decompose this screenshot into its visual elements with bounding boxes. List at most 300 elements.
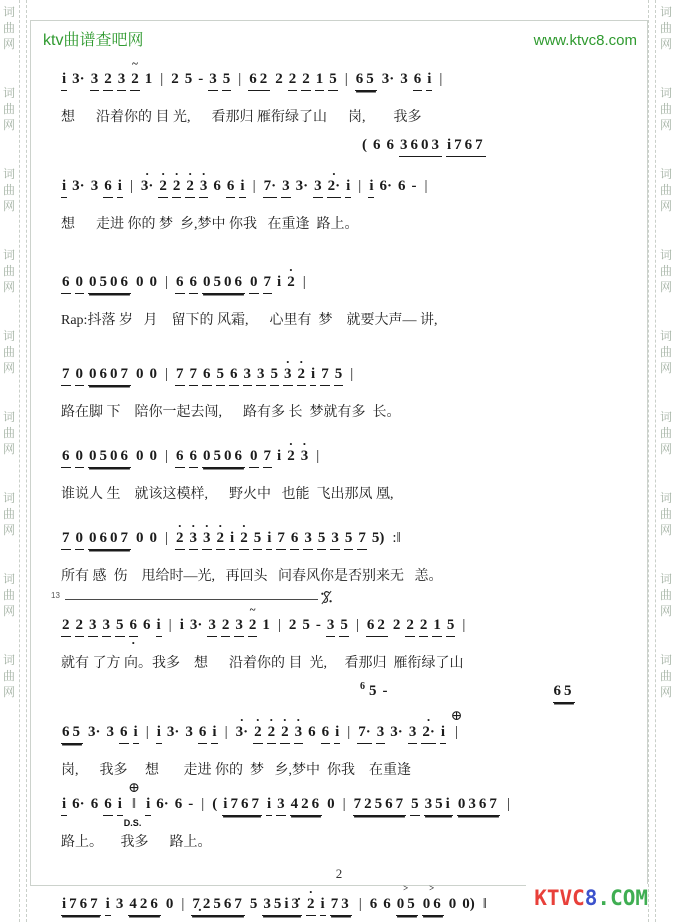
barline: | xyxy=(238,71,242,87)
note: 0 xyxy=(136,530,144,546)
note: 3 xyxy=(102,617,112,637)
margin-char: 词 xyxy=(659,410,672,424)
note: 65 xyxy=(61,724,83,744)
barline: | xyxy=(201,796,205,812)
note: i xyxy=(145,796,151,816)
note: - xyxy=(411,178,417,194)
note: 3 xyxy=(376,724,386,744)
note: 0506 xyxy=(202,448,245,468)
margin-gap xyxy=(1,538,17,571)
content-box xyxy=(30,20,648,912)
margin-char: 词 xyxy=(2,491,15,505)
note: 2 xyxy=(288,617,297,633)
barline: | xyxy=(462,617,466,633)
note: 2 · xyxy=(185,178,195,198)
note: 7 xyxy=(61,366,71,386)
note: 05 > xyxy=(396,896,418,916)
note: 6 xyxy=(143,617,151,633)
note: i xyxy=(61,178,67,198)
note: 3 xyxy=(326,617,336,637)
note: 3 · xyxy=(189,530,199,550)
note: 7 xyxy=(175,366,185,386)
note: 65 xyxy=(355,71,377,91)
barline: | xyxy=(424,178,428,194)
margin-char: 网 xyxy=(659,523,672,537)
margin-char: 词 xyxy=(659,5,672,19)
barline: | xyxy=(168,617,172,633)
lyric-row: 想 沿着你的 目 光, 看那归 雁衔绿了山 岗, 我多 xyxy=(61,110,422,125)
margin-gap xyxy=(658,457,674,490)
octave-dot-above: · xyxy=(144,166,150,181)
accent-mark: > xyxy=(403,883,415,893)
note: 3· xyxy=(295,178,309,194)
lyric-row: 路在脚 下 陪你一起去闯, 路有多 长 梦就有多 长。 xyxy=(61,405,401,420)
margin-char: 网 xyxy=(2,442,15,456)
note: 6 xyxy=(383,896,391,912)
note: 2 xyxy=(171,71,179,87)
margin-gap xyxy=(1,214,17,247)
note: 0607 xyxy=(88,366,131,386)
note: 6 xyxy=(175,274,185,294)
octave-dot-above: · xyxy=(308,884,313,899)
margin-char: 词 xyxy=(2,329,15,343)
note: i xyxy=(334,724,340,744)
left-margin-rail xyxy=(0,0,30,922)
margin-char: 曲 xyxy=(659,507,672,521)
note: - xyxy=(382,683,388,699)
barline: | xyxy=(252,178,256,194)
note: 2 xyxy=(103,71,113,91)
note: 3 · xyxy=(300,436,309,464)
note: 1 xyxy=(262,617,270,633)
note: 5 xyxy=(317,530,327,550)
note: 62 xyxy=(248,71,270,91)
note: 2· · xyxy=(421,724,436,744)
note: 7 xyxy=(276,530,286,550)
note: 3· xyxy=(72,71,85,87)
note: 0506 xyxy=(88,274,131,294)
barline: | xyxy=(181,896,185,912)
note: i xyxy=(105,896,111,916)
note: 7· xyxy=(263,178,278,198)
notation-row xyxy=(59,672,635,713)
note: 6 xyxy=(119,724,129,744)
note: 6 xyxy=(202,366,212,386)
note: 72567 xyxy=(353,796,407,816)
note: i xyxy=(440,724,446,744)
margin-char: 网 xyxy=(659,280,672,294)
coda-barline: | ⊕ xyxy=(450,709,463,740)
margin-gap xyxy=(658,214,674,247)
page-header xyxy=(31,21,647,50)
margin-char: 网 xyxy=(2,280,15,294)
margin-char: 词 xyxy=(2,248,15,262)
note: 6 xyxy=(386,137,394,153)
left-dashed-line-1 xyxy=(19,0,20,922)
mordent-mark: ~ xyxy=(132,58,138,70)
margin-char: 词 xyxy=(2,572,15,586)
barline: | xyxy=(316,448,320,464)
margin-char: 曲 xyxy=(2,21,15,35)
note: 0506 xyxy=(202,274,245,294)
note: 35i3̇ xyxy=(262,896,302,916)
note: 7 xyxy=(189,366,199,386)
note: 6 xyxy=(308,724,316,740)
note: 62 xyxy=(366,617,388,637)
note: 6· xyxy=(72,796,85,812)
note: 6 xyxy=(103,796,113,816)
note: 7 xyxy=(263,448,273,468)
margin-char: 词 xyxy=(2,653,15,667)
note: i xyxy=(61,71,67,91)
note: 6 xyxy=(175,448,185,468)
margin-char: 词 xyxy=(659,248,672,262)
note: 3· xyxy=(88,724,101,740)
note: 2 xyxy=(301,71,311,91)
note: ( xyxy=(212,796,218,812)
note: 6 · xyxy=(129,617,137,650)
note: 3 xyxy=(90,71,100,91)
note: 3 xyxy=(400,71,408,87)
octave-dot-above: · xyxy=(201,166,206,181)
note: 7̣2567 xyxy=(191,896,245,916)
note: 3 xyxy=(281,178,291,198)
barline: | xyxy=(160,71,164,87)
page-number: 2 xyxy=(335,866,343,881)
note: i xyxy=(133,724,139,744)
note: 0 xyxy=(136,366,144,382)
octave-dot-above: · xyxy=(191,518,196,533)
note: i xyxy=(117,178,123,198)
note: 06 > xyxy=(422,896,444,916)
lyric-row: 岗, 我多 想 走进 你的 梦 乡,梦中 你我 在重逢 xyxy=(61,763,411,778)
note: 6 xyxy=(229,366,239,386)
note: 5 xyxy=(328,71,338,91)
coda-icon: ⊕ xyxy=(128,781,140,796)
note: 3 xyxy=(330,530,340,550)
note: 2 · xyxy=(158,178,168,198)
right-dashed-line-1 xyxy=(648,0,649,922)
note: i xyxy=(156,617,162,637)
note: 6 xyxy=(61,274,71,294)
ds-label: D.S. xyxy=(123,818,142,828)
note: 5 xyxy=(216,366,226,386)
note: 3 xyxy=(408,724,418,744)
margin-char: 曲 xyxy=(2,102,15,116)
margin-gap xyxy=(658,376,674,409)
barline: | xyxy=(129,178,133,194)
barline: | xyxy=(145,724,149,740)
barline: | xyxy=(347,724,351,740)
note: 6· xyxy=(156,796,169,812)
note: 2 xyxy=(392,617,401,633)
note: 0) xyxy=(462,896,475,912)
octave-dot-above: · xyxy=(204,518,209,533)
note: 0 xyxy=(75,274,85,294)
margin-char: 网 xyxy=(659,199,672,213)
score-line xyxy=(59,355,635,421)
margin-gap xyxy=(658,538,674,571)
final-barline: ‖ xyxy=(482,896,487,912)
note: 5 xyxy=(249,896,258,912)
note: 6 xyxy=(398,178,406,194)
note: i767 xyxy=(61,896,101,916)
note: 6 xyxy=(103,178,113,198)
note: 0 xyxy=(136,274,144,290)
lyric-row: 所有 感 伤 甩给时—光, 再回头 问春风你是否别来无 恙。 xyxy=(61,569,443,584)
logo-part: KTVC xyxy=(534,886,585,910)
note: i xyxy=(156,724,162,744)
note: 0367 xyxy=(457,796,500,816)
note: 6 xyxy=(61,448,71,468)
note: 6 xyxy=(189,274,199,294)
note: - xyxy=(315,617,321,633)
note: 3 xyxy=(303,530,313,550)
note: 0 xyxy=(448,896,457,912)
barline: | xyxy=(165,530,169,546)
score xyxy=(31,60,647,922)
margin-char: 曲 xyxy=(2,426,15,440)
octave-dot-above: · xyxy=(331,166,337,181)
note: 3 xyxy=(208,71,218,91)
left-margin-watermark-text xyxy=(1,4,17,733)
margin-char: 网 xyxy=(659,442,672,456)
note: 2 xyxy=(288,71,298,91)
right-margin-rail xyxy=(645,0,675,922)
note: 3 xyxy=(185,724,193,740)
barline: | xyxy=(344,71,348,87)
note: 2 · xyxy=(287,436,295,464)
margin-char: 词 xyxy=(2,167,15,181)
repeat-barline: :‖ xyxy=(392,530,401,546)
score-line xyxy=(59,60,635,126)
margin-char: 曲 xyxy=(2,669,15,683)
note: 7 xyxy=(320,366,330,386)
note: 5 xyxy=(253,530,263,550)
note: 5 xyxy=(410,796,420,816)
margin-char: 词 xyxy=(659,491,672,505)
lyric-row: 想 走进 你的 梦 乡,梦中 你我 在重逢 路上。 xyxy=(61,217,359,232)
site-url[interactable]: www.ktvc8.com xyxy=(533,32,637,49)
octave-dot-above: · xyxy=(288,262,294,277)
margin-char: 网 xyxy=(2,523,15,537)
note: 5 xyxy=(344,530,354,550)
margin-char: 词 xyxy=(659,572,672,586)
note: i xyxy=(345,178,351,198)
right-dashed-line-2 xyxy=(655,0,656,922)
barline: | xyxy=(277,617,281,633)
margin-char: 词 xyxy=(659,167,672,181)
note: 2 xyxy=(61,617,71,637)
note: 2 ~ xyxy=(130,71,140,91)
octave-dot-above: · xyxy=(302,436,307,451)
note: 0 xyxy=(165,896,174,912)
note: 0607 xyxy=(88,530,131,550)
site-name[interactable]: ktv曲谱查吧网 xyxy=(43,32,144,49)
barline: | xyxy=(165,448,169,464)
note: 6 xyxy=(226,178,236,198)
barline: | xyxy=(302,274,306,290)
barline: | xyxy=(342,796,346,812)
margin-char: 词 xyxy=(659,653,672,667)
notation-row xyxy=(59,709,635,754)
note: 6 xyxy=(198,724,208,744)
margin-char: 曲 xyxy=(659,264,672,278)
margin-gap xyxy=(1,700,17,733)
margin-char: 网 xyxy=(659,685,672,699)
note: 2 · xyxy=(306,896,316,916)
note: 3· · xyxy=(235,712,249,740)
lyric-row: 谁说人 生 就该这模样, 野火中 也能 飞出那凤 凰, xyxy=(61,487,394,502)
notation-row xyxy=(59,167,635,208)
note: - xyxy=(198,71,204,87)
margin-char: 曲 xyxy=(2,183,15,197)
score-line xyxy=(51,591,635,672)
note: 1 xyxy=(144,71,153,87)
margin-char: 网 xyxy=(2,604,15,618)
note: 7· xyxy=(357,724,372,744)
margin-char: 网 xyxy=(659,37,672,51)
note: 6 xyxy=(413,71,423,91)
margin-char: 曲 xyxy=(2,264,15,278)
notation-row xyxy=(59,263,635,304)
note: 0 xyxy=(75,530,85,550)
note: 5 xyxy=(334,366,344,386)
notation-row xyxy=(59,781,635,828)
note: 5 xyxy=(222,71,232,91)
score-line xyxy=(59,263,635,329)
note: 3 xyxy=(276,796,286,816)
note: 2 · xyxy=(280,724,290,744)
margin-char: 曲 xyxy=(2,588,15,602)
lyric-row: Rap:抖落 岁 月 留下的 风霜, 心里有 梦 就要大声— 讲, xyxy=(61,313,438,328)
score-line xyxy=(59,437,635,503)
note: 1 xyxy=(315,71,325,91)
note: 3 xyxy=(256,366,266,386)
margin-char: 网 xyxy=(659,118,672,132)
notation-row xyxy=(59,355,635,396)
margin-gap xyxy=(1,376,17,409)
note: 0 xyxy=(75,366,85,386)
notation-row xyxy=(59,604,635,650)
note: 7 xyxy=(263,274,273,294)
notation-row xyxy=(59,519,635,560)
octave-dot-above: · xyxy=(255,712,261,727)
ktvc8-logo xyxy=(526,884,648,912)
octave-dot-above: · xyxy=(177,518,182,533)
right-margin-watermark-text xyxy=(658,4,674,733)
note: 5 xyxy=(184,71,193,87)
margin-char: 曲 xyxy=(2,345,15,359)
octave-dot-above: · xyxy=(218,518,223,533)
margin-gap xyxy=(658,295,674,328)
note: 2· · xyxy=(327,178,342,198)
barline: | xyxy=(165,366,169,382)
margin-gap xyxy=(658,52,674,85)
segno-row xyxy=(51,591,635,606)
note: 0 xyxy=(327,796,335,812)
margin-gap xyxy=(1,295,17,328)
notation-row xyxy=(59,60,635,101)
margin-gap xyxy=(658,700,674,733)
note: i xyxy=(320,896,326,916)
note: 0 xyxy=(136,448,144,464)
note: i xyxy=(266,796,272,816)
note: 65 xyxy=(553,683,575,703)
note: 6 xyxy=(373,137,381,153)
note: 0 xyxy=(249,448,259,468)
score-line xyxy=(59,672,635,713)
accent-mark: > xyxy=(429,883,441,893)
note: i767 xyxy=(446,137,486,157)
margin-char: 网 xyxy=(2,118,15,132)
barline: | xyxy=(358,178,362,194)
note: 2 · xyxy=(172,178,182,198)
barline: | xyxy=(506,796,510,812)
note: 2 · xyxy=(267,724,277,744)
note: i xyxy=(266,530,272,550)
margin-char: 曲 xyxy=(659,345,672,359)
margin-char: 词 xyxy=(2,410,15,424)
margin-gap xyxy=(1,133,17,166)
octave-dot-above: · xyxy=(241,518,247,533)
note: 73 xyxy=(330,896,352,916)
note: 0 xyxy=(149,530,157,546)
segno-row-label: 13 xyxy=(51,591,60,600)
margin-char: 词 xyxy=(659,329,672,343)
margin-char: 曲 xyxy=(659,183,672,197)
note: 426 xyxy=(128,896,161,916)
mordent-mark: ~ xyxy=(249,604,256,616)
score-line xyxy=(59,709,635,779)
margin-char: 曲 xyxy=(659,21,672,35)
note: i xyxy=(229,530,235,550)
note: 3· xyxy=(381,71,395,87)
octave-dot-above: · xyxy=(160,166,166,181)
score-line xyxy=(59,519,635,585)
note: i xyxy=(117,796,123,816)
note: 3 xyxy=(207,617,217,637)
note: i xyxy=(368,178,374,198)
note: 426 xyxy=(290,796,323,816)
notation-row xyxy=(59,126,635,167)
margin-char: 曲 xyxy=(659,669,672,683)
note: 3· xyxy=(189,617,203,633)
note: 3 · xyxy=(202,530,212,550)
note: 3 · xyxy=(199,178,209,198)
margin-gap xyxy=(1,619,17,652)
note: 2 · xyxy=(239,530,249,550)
note: 0 xyxy=(149,274,157,290)
margin-gap xyxy=(658,133,674,166)
margin-char: 网 xyxy=(659,604,672,618)
octave-dot-above: · xyxy=(239,712,244,727)
note: 3 xyxy=(90,178,99,194)
note: 5 xyxy=(115,617,125,637)
note: 3 xyxy=(88,617,98,637)
note: 2 · xyxy=(297,366,307,386)
note: 6 xyxy=(213,178,221,194)
margin-char: 网 xyxy=(2,37,15,51)
note: 6 xyxy=(90,796,99,812)
octave-dot-below: · xyxy=(131,635,136,650)
note: 5 xyxy=(302,617,310,633)
margin-gap xyxy=(1,457,17,490)
octave-dot-above: · xyxy=(174,166,179,181)
note: 3· xyxy=(166,724,180,740)
octave-dot-above: · xyxy=(426,712,431,727)
note: 3 xyxy=(313,178,323,198)
